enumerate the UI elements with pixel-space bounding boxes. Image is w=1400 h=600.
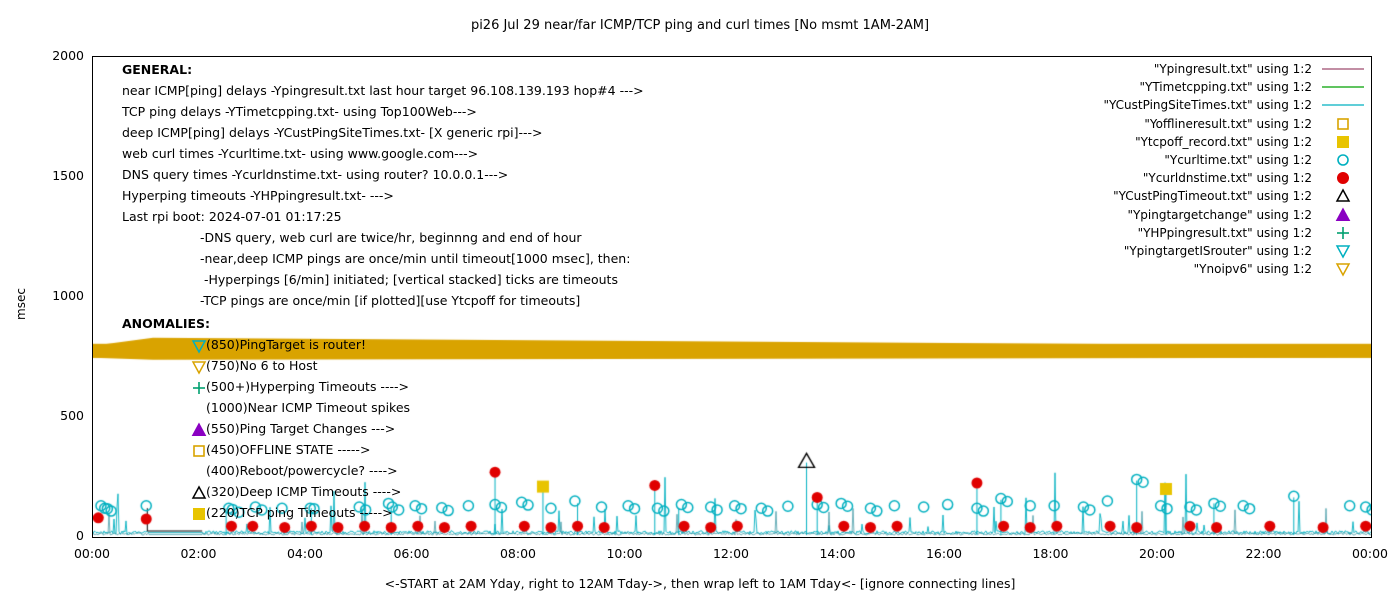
- legend-label: "YpingtargetISrouter" using 1:2: [1123, 243, 1312, 258]
- legend-label: "YCustPingTimeout.txt" using 1:2: [1113, 189, 1312, 204]
- y-tick-label: 1500: [52, 168, 84, 183]
- x-tick-label: 04:00: [286, 546, 324, 561]
- legend-label: "Ycurldnstime.txt" using 1:2: [1142, 171, 1312, 186]
- y-tick-label: 0: [76, 528, 84, 543]
- general-line: TCP ping delays -YTimetcpping.txt- using Top100Web--->: [122, 104, 477, 119]
- legend-symbol-filled-circle-icon: [1320, 169, 1366, 187]
- general-sub-line: -Hyperpings [6/min] initiated; [vertical stacked] ticks are timeouts: [204, 272, 618, 287]
- legend-symbol-open-triangle-down-icon: [1320, 260, 1366, 278]
- legend-item: [1014, 206, 1366, 224]
- legend-item: [1014, 133, 1366, 151]
- legend-symbol-open-circle-icon: [1320, 151, 1366, 169]
- legend-label: "YHPpingresult.txt" using 1:2: [1137, 225, 1312, 240]
- legend-item: [1014, 224, 1366, 242]
- x-tick-label: 16:00: [925, 546, 963, 561]
- legend-item: [1014, 187, 1366, 205]
- x-tick-label: 22:00: [1245, 546, 1282, 561]
- y-tick-label: 500: [60, 408, 84, 423]
- x-axis-label: <-START at 2AM Yday, right to 12AM Tday->, then wrap left to 1AM Tday<- [ignore connecting lines]: [384, 576, 1016, 591]
- chart-title: pi26 Jul 29 near/far ICMP/TCP ping and curl times [No msmt 1AM-2AM]: [470, 18, 930, 33]
- anomaly-label: (750)No 6 to Host: [206, 358, 318, 373]
- y-tick-label: 2000: [52, 48, 84, 63]
- anomaly-label: (320)Deep ICMP Timeouts ---->: [206, 484, 402, 499]
- legend-label: "Ycurltime.txt" using 1:2: [1164, 153, 1312, 168]
- legend-symbol-filled-square-icon: [1320, 133, 1366, 151]
- general-line: Hyperping timeouts -YHPpingresult.txt- --->: [122, 188, 394, 203]
- legend-label: "Ypingresult.txt" using 1:2: [1153, 62, 1312, 77]
- anomaly-label: (550)Ping Target Changes --->: [206, 421, 396, 436]
- anomalies-heading: ANOMALIES:: [122, 316, 211, 331]
- legend-label: "Ynoipv6" using 1:2: [1193, 262, 1312, 277]
- general-sub-line: -DNS query, web curl are twice/hr, beginnng and end of hour: [200, 230, 582, 245]
- legend-label: "Yofflineresult.txt" using 1:2: [1144, 116, 1312, 131]
- legend-item: [1014, 260, 1366, 278]
- legend-symbol-open-square-icon: [1320, 115, 1366, 133]
- x-tick-label: 06:00: [393, 546, 430, 561]
- x-tick-label: 00:00: [1351, 546, 1389, 561]
- x-tick-label: 14:00: [819, 546, 856, 561]
- legend: [1014, 60, 1366, 278]
- x-tick-label: 08:00: [499, 546, 537, 561]
- x-tick-label: 02:00: [180, 546, 217, 561]
- anomaly-label: (220)TCP ping Timeouts ----->: [206, 505, 393, 520]
- general-line: Last rpi boot: 2024-07-01 01:17:25: [122, 209, 342, 224]
- legend-symbol-filled-triangle-up-icon: [1320, 206, 1366, 224]
- legend-item: [1014, 96, 1366, 114]
- legend-symbol-line-icon: [1320, 78, 1366, 96]
- legend-symbol-line-icon: [1320, 96, 1366, 114]
- legend-item: [1014, 169, 1366, 187]
- anomaly-label: (1000)Near ICMP Timeout spikes: [206, 400, 411, 415]
- general-line: near ICMP[ping] delays -Ypingresult.txt last hour target 96.108.139.193 hop#4 --->: [122, 83, 644, 98]
- legend-label: "YTimetcpping.txt" using 1:2: [1139, 80, 1312, 95]
- general-sub-line: -near,deep ICMP pings are once/min until timeout[1000 msec], then:: [200, 251, 631, 266]
- legend-label: "Ypingtargetchange" using 1:2: [1127, 207, 1312, 222]
- x-tick-label: 20:00: [1138, 546, 1176, 561]
- legend-label: "Ytcpoff_record.txt" using 1:2: [1135, 134, 1312, 149]
- legend-item: [1014, 60, 1366, 78]
- y-tick-label: 1000: [52, 288, 84, 303]
- general-line: deep ICMP[ping] delays -YCustPingSiteTimes.txt- [X generic rpi]--->: [122, 125, 543, 140]
- anomaly-label: (400)Reboot/powercycle? ---->: [206, 463, 398, 478]
- general-line: web curl times -Ycurltime.txt- using www.google.com--->: [122, 146, 479, 161]
- anomaly-label: (450)OFFLINE STATE ----->: [206, 442, 371, 457]
- x-tick-label: 12:00: [712, 546, 750, 561]
- x-tick-label: 10:00: [606, 546, 643, 561]
- legend-item: [1014, 242, 1366, 260]
- y-axis-label: msec: [14, 288, 28, 320]
- x-tick-label: 18:00: [1032, 546, 1069, 561]
- legend-symbol-plus-icon: [1320, 224, 1366, 242]
- legend-label: "YCustPingSiteTimes.txt" using 1:2: [1103, 98, 1312, 113]
- legend-symbol-open-triangle-up-icon: [1320, 187, 1366, 205]
- general-sub-line: -TCP pings are once/min [if plotted][use Ytcpoff for timeouts]: [200, 293, 581, 308]
- anomaly-label: (850)PingTarget is router!: [206, 337, 366, 352]
- legend-item: [1014, 151, 1366, 169]
- legend-symbol-line-icon: [1320, 60, 1366, 78]
- legend-item: [1014, 78, 1366, 96]
- legend-symbol-open-triangle-down-icon: [1320, 242, 1366, 260]
- anomaly-label: (500+)Hyperping Timeouts ---->: [206, 379, 409, 394]
- legend-item: [1014, 115, 1366, 133]
- general-heading: GENERAL:: [122, 62, 193, 77]
- general-line: DNS query times -Ycurldnstime.txt- using router? 10.0.0.1--->: [122, 167, 509, 182]
- x-tick-label: 00:00: [73, 546, 111, 561]
